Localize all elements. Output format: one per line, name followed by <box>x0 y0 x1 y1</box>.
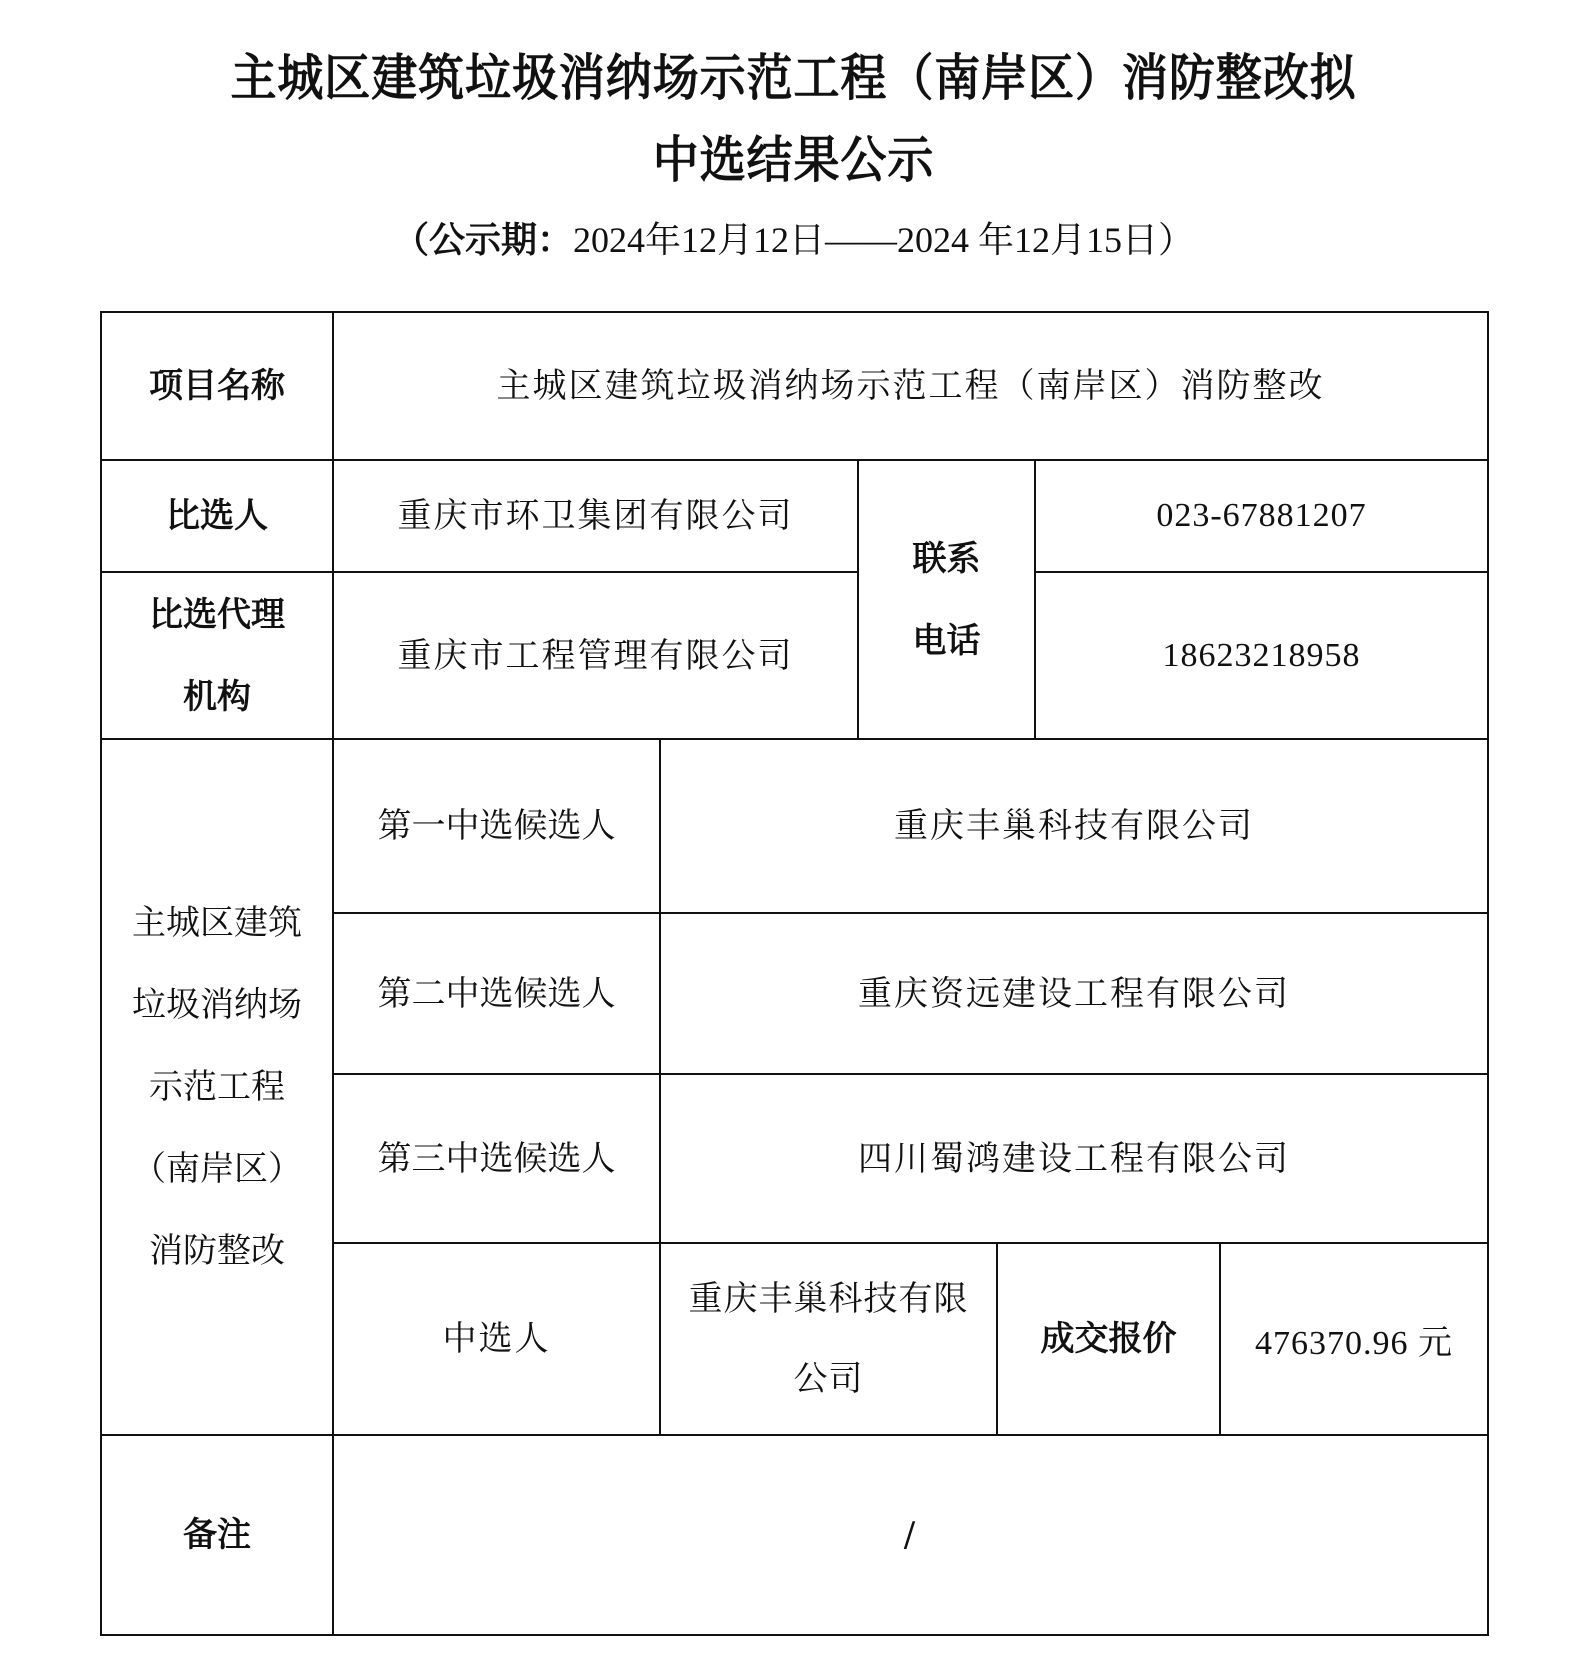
section-label-line: 主城区建筑 <box>132 903 302 943</box>
publicity-period <box>0 212 1587 263</box>
period-value: 2024年12月12日——2024 年12月15日 <box>572 220 1158 260</box>
remarks-value: / <box>903 1515 918 1555</box>
selector-phone: 023-67881207 <box>1156 497 1367 534</box>
candidate-3-company: 四川蜀鸿建设工程有限公司 <box>858 1138 1290 1179</box>
candidate-2-company: 重庆资远建设工程有限公司 <box>858 973 1290 1014</box>
section-label-line: 示范工程 <box>149 1067 285 1107</box>
selector-value: 重庆市环卫集团有限公司 <box>397 496 794 536</box>
winner-value-line2: 公司 <box>793 1359 864 1399</box>
agency-label-line1: 比选代理 <box>149 594 285 635</box>
project-name-value: 主城区建筑垃圾消纳场示范工程（南岸区）消防整改 <box>496 366 1325 406</box>
section-label-line: 消防整改 <box>149 1231 285 1271</box>
agency-value: 重庆市工程管理有限公司 <box>397 635 794 676</box>
winner-label: 中选人 <box>442 1319 551 1359</box>
title-line-2: 中选结果公示 <box>652 130 935 189</box>
period-label: （公示期： <box>392 220 573 260</box>
agency-phone: 18623218958 <box>1162 636 1361 674</box>
candidate-3-rank: 第三中选候选人 <box>377 1138 616 1179</box>
price-value: 476370.96 元 <box>1255 1324 1453 1362</box>
period-close: ） <box>1158 220 1195 260</box>
selector-label: 比选人 <box>166 496 268 536</box>
agency-label <box>102 573 332 738</box>
candidate-1-rank: 第一中选候选人 <box>377 806 616 846</box>
agency-label-line2: 机构 <box>183 676 251 717</box>
section-label-line: 垃圾消纳场 <box>132 985 302 1025</box>
section-label-line: （南岸区） <box>132 1149 302 1189</box>
contact-label-line2: 电话 <box>912 620 981 661</box>
winner-value <box>661 1244 996 1434</box>
contact-phone-label <box>859 461 1034 738</box>
contact-label-line1: 联系 <box>912 538 981 579</box>
price-label: 成交报价 <box>1040 1319 1177 1359</box>
candidate-2-rank: 第二中选候选人 <box>377 973 616 1014</box>
project-name-label: 项目名称 <box>149 366 285 406</box>
title-line-1: 主城区建筑垃圾消纳场示范工程（南岸区）消防整改拟 <box>230 48 1357 107</box>
remarks-label: 备注 <box>183 1515 251 1555</box>
candidate-1-company: 重庆丰巢科技有限公司 <box>894 806 1254 846</box>
section-project-label <box>102 740 332 1434</box>
table-border-right <box>1487 311 1489 1636</box>
winner-value-line1: 重庆丰巢科技有限 <box>688 1279 969 1319</box>
table-border-bottom <box>101 1634 1489 1636</box>
